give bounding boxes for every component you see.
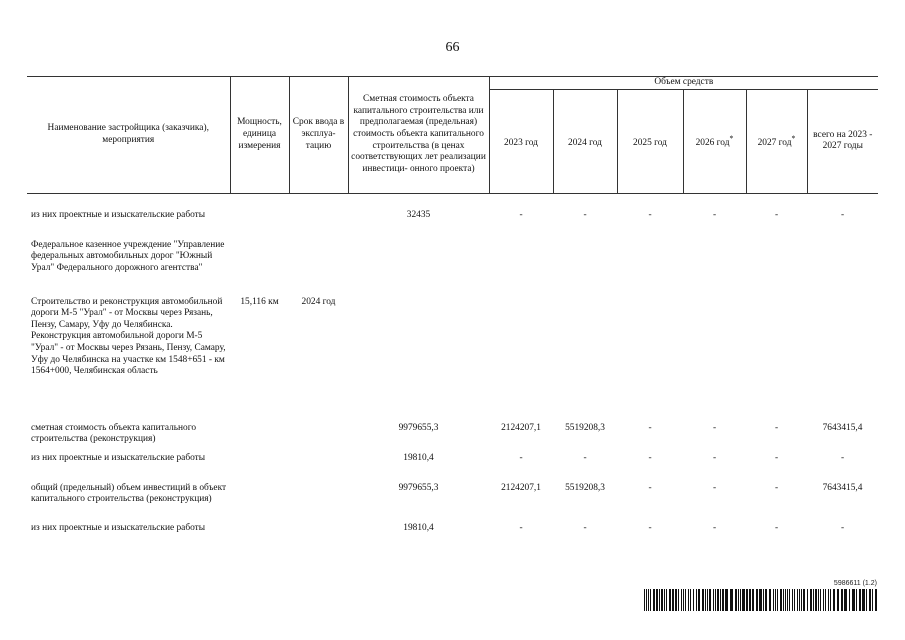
header-commissioning: Срок ввода в эксплуа- тацию: [289, 77, 348, 194]
document-barcode: [643, 580, 879, 612]
row-term: [289, 523, 348, 549]
row-y2024: -: [583, 522, 587, 533]
row-total: 7643415,4: [822, 482, 863, 493]
row-y2024: 5519208,3: [565, 422, 605, 433]
row-cost: 32435: [406, 209, 431, 220]
barcode-code: 5986611 (1.2): [833, 580, 877, 587]
row-y2027: -: [774, 209, 779, 220]
row-total: -: [840, 452, 845, 463]
row-y2024: [553, 240, 617, 297]
row-y2023: 2124207,1: [501, 422, 541, 433]
row-term: [289, 483, 348, 523]
row-total: -: [840, 522, 845, 533]
row-term: [289, 210, 348, 240]
table-body: [27, 193, 878, 549]
row-capacity: [230, 210, 289, 240]
header-volume-group: Объем средств: [489, 77, 878, 90]
row-term: 2024 год: [301, 296, 336, 307]
header-year-2026: 2026 год*: [683, 89, 746, 193]
row-y2027: [746, 297, 807, 423]
row-y2025: [617, 297, 683, 423]
row-y2027: -: [774, 422, 779, 433]
row-y2027: -: [774, 522, 779, 533]
header-year-2024: 2024 год: [553, 89, 617, 193]
row-total: -: [840, 209, 845, 220]
row-name: из них проектные и изыскательские работы: [31, 452, 206, 463]
row-cost: [348, 240, 489, 297]
row-term: [289, 453, 348, 483]
row-y2023: -: [519, 522, 523, 533]
header-name: Наименование застройщика (заказчика), мероприятия: [27, 77, 230, 194]
row-y2025: -: [648, 422, 652, 433]
row-name: из них проектные и изыскательские работы: [31, 209, 206, 220]
row-y2025: -: [648, 209, 652, 220]
row-y2024: 5519208,3: [565, 482, 605, 493]
row-capacity: [230, 423, 289, 453]
row-y2026: -: [712, 209, 717, 220]
header-year-2025: 2025 год: [617, 89, 683, 193]
table-row: [27, 423, 878, 453]
barcode-icon: [643, 589, 879, 611]
header-estimated-cost: Сметная стоимость объекта капитального строительства или предполагаемая (предельная) стоимость объекта капитального строительства (в ценах соответствующих лет реализации инвестици- онного проекта): [348, 77, 489, 194]
header-year-2027: 2027 год*: [746, 89, 807, 193]
row-cost: 9979655,3: [398, 422, 439, 433]
row-total: [807, 240, 878, 297]
table-row: [27, 297, 878, 423]
header-total: всего на 2023 - 2027 годы: [807, 89, 878, 193]
row-y2025: [617, 240, 683, 297]
row-capacity: [230, 483, 289, 523]
row-capacity: 15,116 км: [240, 296, 279, 307]
row-name: общий (предельный) объем инвестиций в объект капитального строительства (реконструкция): [31, 482, 227, 505]
table-header: [27, 77, 878, 194]
row-y2025: -: [648, 452, 652, 463]
header-year-2023: 2023 год: [489, 89, 553, 193]
row-y2026: -: [712, 482, 717, 493]
row-term: [289, 240, 348, 297]
row-capacity: [230, 240, 289, 297]
row-cost: 9979655,3: [398, 482, 439, 493]
row-y2025: -: [648, 482, 652, 493]
table-row: [27, 240, 878, 297]
row-name: сметная стоимость объекта капитального строительства (реконструкция): [31, 422, 197, 445]
row-y2026: -: [712, 422, 717, 433]
row-name: из них проектные и изыскательские работы: [31, 522, 206, 533]
row-y2026: [683, 240, 746, 297]
row-y2024: -: [583, 209, 587, 220]
table-row: [27, 483, 878, 523]
row-name: Федеральное казенное учреждение "Управление федеральных автомобильных дорог "Южный Урал" Федерального дорожного агентства": [31, 239, 225, 273]
row-total: [807, 297, 878, 423]
page-number: 66: [445, 40, 460, 55]
row-y2026: [683, 297, 746, 423]
row-y2024: -: [583, 452, 587, 463]
table-row: [27, 210, 878, 240]
table-row: [27, 523, 878, 549]
row-y2023: [489, 297, 553, 423]
row-y2027: [746, 240, 807, 297]
row-capacity: [230, 453, 289, 483]
row-capacity: [230, 523, 289, 549]
row-y2023: 2124207,1: [501, 482, 541, 493]
row-y2023: [489, 240, 553, 297]
row-name: Строительство и реконструкция автомобильной дороги М-5 "Урал" - от Москвы через Рязань, Пензу, Самару, Уфу до Челябинска. Реконструкция автомобильной дороги М-5 "Урал" - от Москвы через Рязань, Пензу, Самару, Уфу до Челябинска на участке км 1548+651 - км 1564+000, Челябинская область: [31, 296, 226, 377]
row-y2023: -: [519, 452, 523, 463]
row-y2027: -: [774, 482, 779, 493]
row-y2026: -: [712, 452, 717, 463]
table-row: [27, 453, 878, 483]
row-y2025: -: [648, 522, 652, 533]
row-cost: [348, 297, 489, 423]
row-total: 7643415,4: [822, 422, 863, 433]
row-cost: 19810,4: [403, 522, 434, 533]
row-y2024: [553, 297, 617, 423]
header-capacity: Мощность, единица измерения: [230, 77, 289, 194]
row-cost: 19810,4: [403, 452, 434, 463]
row-y2027: -: [774, 452, 779, 463]
budget-table: [27, 76, 878, 549]
row-y2023: -: [519, 209, 523, 220]
row-term: [289, 423, 348, 453]
row-y2026: -: [712, 522, 717, 533]
